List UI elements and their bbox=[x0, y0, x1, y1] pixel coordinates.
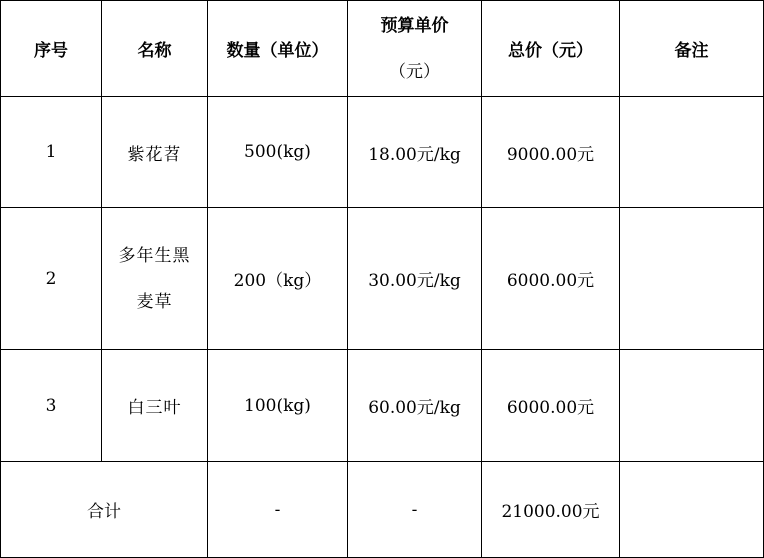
header-unit-price-line2: （元） bbox=[389, 61, 440, 82]
summary-remark bbox=[620, 462, 764, 558]
summary-quantity: - bbox=[208, 462, 348, 558]
header-unit-price bbox=[348, 1, 482, 97]
cell-unit-price: 60.00元/kg bbox=[348, 350, 482, 462]
cell-name bbox=[102, 97, 208, 208]
cell-index: 2 bbox=[1, 208, 102, 350]
cell-quantity: 100(kg) bbox=[208, 350, 348, 462]
summary-label: 合计 bbox=[1, 462, 208, 558]
header-quantity: 数量（单位） bbox=[208, 1, 348, 97]
cell-name-line1: 多年生黑 bbox=[118, 245, 191, 266]
table-row bbox=[1, 208, 764, 350]
cell-remark bbox=[620, 208, 764, 350]
cell-total: 6000.00元 bbox=[482, 350, 620, 462]
header-unit-price-line1: 预算单价 bbox=[380, 15, 449, 36]
cell-name-line1: 紫花苕 bbox=[127, 144, 182, 165]
cell-quantity: 500(kg) bbox=[208, 97, 348, 208]
summary-total: 21000.00元 bbox=[482, 462, 620, 558]
cell-total: 9000.00元 bbox=[482, 97, 620, 208]
cell-total: 6000.00元 bbox=[482, 208, 620, 350]
table-row bbox=[1, 350, 764, 462]
summary-unit-price: - bbox=[348, 462, 482, 558]
cell-name bbox=[102, 350, 208, 462]
cell-remark bbox=[620, 97, 764, 208]
cell-name-line2: 麦草 bbox=[136, 291, 173, 312]
cell-name-line1: 白三叶 bbox=[127, 398, 182, 418]
header-remark: 备注 bbox=[620, 1, 764, 97]
cell-unit-price: 18.00元/kg bbox=[348, 97, 482, 208]
cell-unit-price: 30.00元/kg bbox=[348, 208, 482, 350]
cell-index: 3 bbox=[1, 350, 102, 462]
header-row bbox=[1, 1, 764, 97]
table-row bbox=[1, 97, 764, 208]
cell-index: 1 bbox=[1, 97, 102, 208]
cell-quantity: 200（kg） bbox=[208, 208, 348, 350]
cell-remark bbox=[620, 350, 764, 462]
summary-row bbox=[1, 462, 764, 558]
header-index: 序号 bbox=[1, 1, 102, 97]
header-total: 总价（元） bbox=[482, 1, 620, 97]
cell-name bbox=[102, 208, 208, 350]
header-name: 名称 bbox=[102, 1, 208, 97]
